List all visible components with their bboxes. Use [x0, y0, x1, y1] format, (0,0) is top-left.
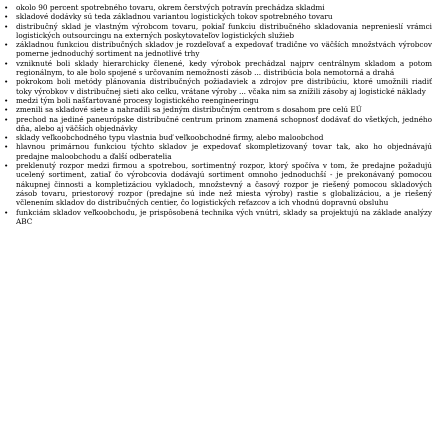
list-item — [4, 96, 432, 105]
bullet-icon: • — [4, 133, 9, 143]
bullet-icon: • — [4, 58, 9, 68]
list-item-text: pokrokom boli metódy plánovania distribučných požiadaviek a zdrojov pre distribúciu, ktoré umožnili riadiť toky výrobkov v distribučnej sieti ako celku, vrátane výroby ... včaka nim sa znížili zásoby aj logistické náklady — [16, 77, 432, 96]
list-item — [4, 22, 432, 41]
list-item — [4, 59, 432, 78]
list-item — [4, 115, 432, 134]
list-item-text: vzniknuté boli sklady hierarchicky členené, kedy výrobok prechádzal najprv centrálnym skladom a potom regionálnym, to ale bolo spojené s určovaním nemožnosti zásob ... distribúcia bola nemotorná a drahá — [16, 58, 432, 78]
list-item-text: preklenutý rozpor medzi firmou a spotrebou, sortimentný rozpor, ktorý spočíva v tom, že predajne požadujú ucelený sortiment, zatiaľ čo výrobcovia dodávajú sortiment omnoho jednoduchší - je prekonávaný pomocou nákupnej činnosti a kompletizáciou vykladoch, množstevný a časový rozpor je riešený pomocou skladových zásob tovaru, priestorový rozpor (predajne sú inde než miesta výroby) rastie s globalizáciou, a je riešený včlenením skladov do distribučných centier, čo logistických reťazcov a ich vhodnú dopravnú obsluhu — [16, 161, 432, 208]
list-item-text: sklady veľkoobchodného typu vlastnia buď veľkoobchodné firmy, alebo maloobchod — [16, 133, 324, 143]
list-item — [4, 77, 432, 96]
bullet-icon: • — [4, 95, 9, 105]
list-item-text: distribučný sklad je vlastným výrobcom tovaru, pokiaľ funkciu distribučného skladovania neprenieslí vrámci logistických outsourcingu na externých poskytovateľov logistických služieb — [16, 21, 432, 40]
bullet-icon: • — [4, 3, 9, 12]
list-item — [4, 12, 432, 21]
bullet-icon: • — [4, 161, 9, 171]
bullet-list — [4, 3, 432, 226]
list-item-text: medzi tým boli našťartované procesy logistického reengineeringu — [16, 95, 259, 105]
list-item-text: zmenili sa skladové siete a nahradili sa jedným distribučným centrom s dosahom pre celú EÚ — [16, 105, 362, 115]
list-item-text: prechod na jediné paneurópske distribučné centrum prinom znamená schopnosť dodávať do všetkých, jedného dňa, alebo aj väčších objednávky — [16, 114, 432, 133]
bullet-icon: • — [4, 77, 9, 87]
bullet-icon: • — [4, 207, 9, 217]
list-item-text: základnou funkciou distribučných skladov je rozdeľovať a expedovať tradične vo väčších množstvách výrobcov pomerne jednoduchý sortiment na jednotlivé trhy — [16, 40, 432, 59]
list-item — [4, 40, 432, 59]
bullet-icon: • — [4, 21, 9, 31]
list-item-text: skladové dodávky sú teda základnou variantou logistických tokov spotrebného tovaru — [16, 12, 333, 22]
bullet-icon: • — [4, 105, 9, 115]
list-item — [4, 105, 432, 114]
bullet-icon: • — [4, 40, 9, 50]
bullet-icon: • — [4, 12, 9, 22]
list-item — [4, 208, 432, 227]
list-item — [4, 161, 432, 207]
list-item-text: okolo 90 percent spotrebného tovaru, okrem čerstvých potravín prechádza skladmi — [16, 3, 325, 12]
list-item-text: funkciám skladov veľkoobchodu, je prispôsobená technika vých vnútri, sklady sa projektujú na základe analýzy ABC — [16, 207, 432, 226]
list-item-text: hlavnou primárnou funkciou týchto skladov je expedovať skompletizovaný tovar tak, ako ho objednávajú predajne maloobchodu a ďalší odberatelia — [16, 142, 432, 161]
bullet-icon: • — [4, 114, 9, 124]
bullet-icon: • — [4, 142, 9, 152]
list-item — [4, 133, 432, 142]
list-item — [4, 142, 432, 161]
list-item — [4, 3, 432, 12]
